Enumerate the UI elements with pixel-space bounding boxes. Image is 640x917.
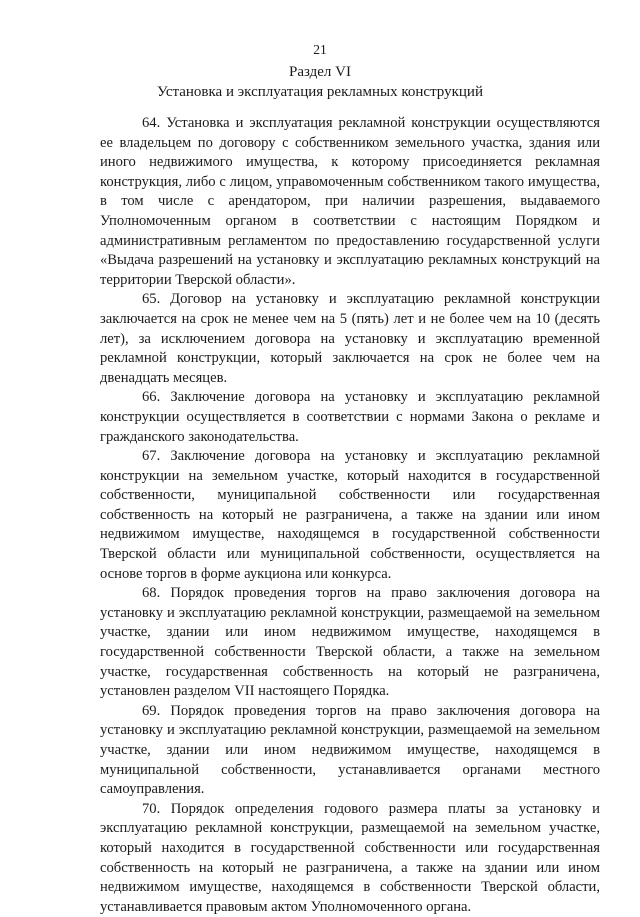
page-number: 21 — [313, 42, 327, 57]
section-heading: Раздел VI — [288, 64, 351, 80]
paragraph-68: 68. Порядок проведения торгов на право заключения договора на установку и эксплуатацию рекламной конструкции, размещаемой на земельном участке, здании или ином недвижимом имуществе, находящемся в государственной собственности Тверской области, а также на земельном участке, государственная собственность на который не разграничена, установлен разделом VII настоящего Порядка. — [100, 585, 600, 700]
paragraph-64: 64. Установка и эксплуатация рекламной конструкции осуществляются ее владельцем по договору с собственником земельного участка, здания или иного недвижимого имущества, к которому присоединяется рекламная конструкция, либо с лицом, управомоченным собственником такого имущества, в том числе с арендатором, при наличии разрешения, выдаваемого Уполномоченным органом в соответствии с настоящим Порядком и административным регламентом по предоставлению государственной услуги «Выдача разрешений на установку и эксплуатацию рекламных конструкций на территории Тверской области». — [100, 115, 600, 288]
paragraph-67: 67. Заключение договора на установку и эксплуатацию рекламной конструкции на земельном участке, который находится в государственной собственности, муниципальной собственности или государственная собственность на который не разграничена, а также на здании или ином недвижимом имуществе, находящемся в государственной собственности Тверской области или муниципальной собственности, осуществляется на основе торгов в форме аукциона или конкурса. — [100, 448, 600, 582]
section-title: Установка и эксплуатация рекламных конструкций — [157, 84, 483, 100]
paragraph-66: 66. Заключение договора на установку и эксплуатацию рекламной конструкции осуществляется в соответствии с нормами Закона о рекламе и гражданского законодательства. — [100, 389, 600, 445]
paragraph-65: 65. Договор на установку и эксплуатацию рекламной конструкции заключается на срок не менее чем на 5 (пять) лет и не более чем на 10 (десять лет), за исключением договора на установку и эксплуатацию временной рекламной конструкции, который заключается на срок не более чем на двенадцать месяцев. — [100, 291, 600, 386]
document-body — [100, 114, 600, 917]
paragraph-69: 69. Порядок проведения торгов на право заключения договора на установку и эксплуатацию рекламной конструкции, размещаемой на земельном участке, здании или ином недвижимом имуществе, находящемся в муниципальной собственности, устанавливается органами местного самоуправления. — [100, 702, 600, 798]
paragraph-70: 70. Порядок определения годового размера платы за установку и эксплуатацию рекламной конструкции, размещаемой на земельном участке, который находится в государственной собственности или государственная собственность на который не разграничена, а также на здании или ином недвижимом имуществе, находящемся в собственности Тверской области, устанавливается правовым актом Уполномоченного органа. — [100, 800, 600, 915]
